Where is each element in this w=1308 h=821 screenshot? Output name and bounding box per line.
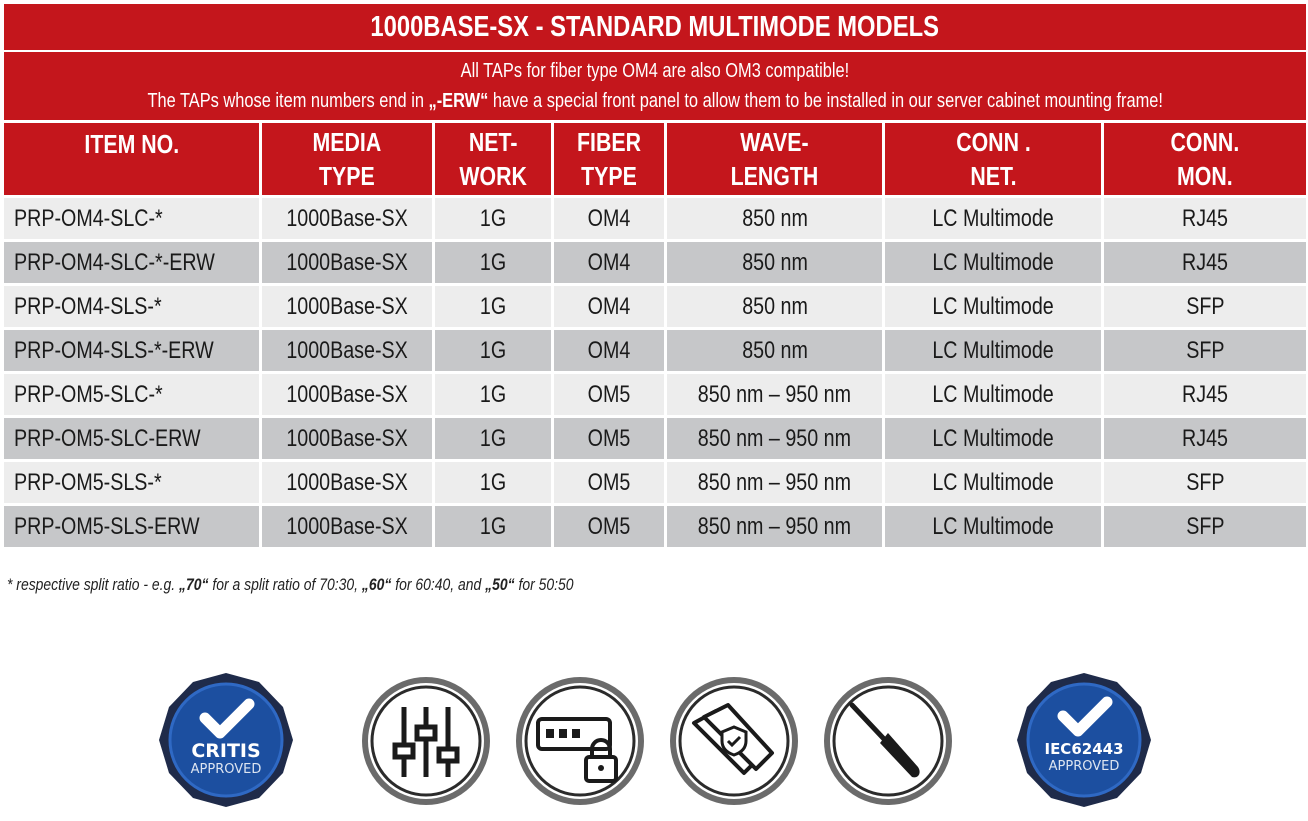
footnote (7, 575, 698, 595)
table-cell (435, 374, 550, 415)
column-header (4, 123, 259, 195)
footnote-bold-3: „50“ (485, 575, 515, 594)
table-row (4, 374, 1306, 415)
table-cell (4, 418, 259, 459)
table-cell (554, 286, 665, 327)
cell-text: 850 nm – 950 nm (698, 380, 852, 408)
table-cell (554, 374, 665, 415)
table-cell (667, 374, 882, 415)
cell-text: OM4 (587, 248, 631, 276)
column-header (262, 123, 432, 195)
table-cell (4, 506, 259, 547)
cell-text: SFP (1185, 512, 1225, 540)
table-cell (4, 374, 259, 415)
table-cell (667, 286, 882, 327)
table-cell (4, 330, 259, 371)
table-cell (262, 462, 432, 503)
table-cell (262, 198, 432, 239)
column-header (554, 123, 665, 195)
table-cell (667, 506, 882, 547)
notice-box (4, 50, 1306, 120)
column-header-line: NET. (969, 161, 1017, 191)
table-cell (4, 462, 259, 503)
table-header-row (4, 123, 1306, 195)
cell-text: 1000Base-SX (286, 292, 408, 320)
cell-text: 850 nm – 950 nm (698, 468, 852, 496)
cell-text: 1G (479, 380, 507, 408)
table-row (4, 462, 1306, 503)
table-cell (262, 506, 432, 547)
cell-text: RJ45 (1181, 380, 1228, 408)
table-cell (4, 198, 259, 239)
title-part-2: STANDARD MULTIMODE MODELS (550, 10, 940, 43)
table-cell (262, 330, 432, 371)
cell-text: 850 nm – 950 nm (698, 512, 852, 540)
column-header (885, 123, 1101, 195)
critis-badge-icon (156, 670, 296, 810)
title-part-1: 1000BASE-SX - (370, 10, 551, 43)
cell-text: LC Multimode (932, 292, 1054, 320)
cell-text: 1000Base-SX (286, 512, 408, 540)
cell-text: PRP-OM5-SLS-* (14, 468, 162, 496)
critis-badge-line1: CRITIS (191, 740, 261, 762)
table-cell (1104, 374, 1306, 415)
table-cell (554, 506, 665, 547)
column-header-line: TYPE (581, 161, 637, 191)
notice-line-2 (147, 86, 1163, 116)
table-cell (554, 198, 665, 239)
cell-text: RJ45 (1181, 424, 1228, 452)
table-cell (885, 330, 1101, 371)
table-cell (4, 242, 259, 283)
column-header-line: TYPE (319, 161, 375, 191)
cell-text: 1G (479, 468, 507, 496)
table-cell (885, 374, 1101, 415)
table-cell (1104, 242, 1306, 283)
cell-text: LC Multimode (932, 248, 1054, 276)
models-table-section (4, 4, 1306, 550)
table-cell (435, 330, 550, 371)
cell-text: LC Multimode (932, 468, 1054, 496)
table-cell (667, 242, 882, 283)
table-cell (1104, 286, 1306, 327)
table-cell (262, 374, 432, 415)
cell-text: OM5 (587, 424, 631, 452)
cell-text: OM5 (587, 468, 631, 496)
cell-text: PRP-OM4-SLC-*-ERW (14, 248, 215, 276)
column-header-line: CONN . (955, 127, 1031, 157)
cell-text: SFP (1185, 468, 1225, 496)
table-cell (262, 286, 432, 327)
cell-text: 1G (479, 204, 507, 232)
cell-text: 1000Base-SX (286, 380, 408, 408)
table-cell (262, 242, 432, 283)
footnote-text-4: for 50:50 (514, 575, 574, 594)
table-cell (435, 286, 550, 327)
table-cell (1104, 198, 1306, 239)
cell-text: SFP (1185, 292, 1225, 320)
sliders-icon (360, 675, 492, 807)
column-header-line: ITEM NO. (84, 129, 179, 159)
table-row (4, 506, 1306, 547)
feature-icons-row (0, 665, 1308, 815)
notice-line-2-pre: The TAPs whose item numbers end in (147, 90, 429, 112)
keypad-lock-icon (514, 675, 646, 807)
cell-text: 1000Base-SX (286, 468, 408, 496)
notice-line-2-post: have a special front panel to allow them to be installed in our server cabinet mounting frame! (488, 90, 1163, 112)
table-cell (667, 198, 882, 239)
column-header-line: WAVE- (740, 127, 809, 157)
table-title (4, 4, 1306, 50)
cell-text: RJ45 (1181, 204, 1228, 232)
column-header-line: CONN. (1170, 127, 1240, 157)
column-header (1104, 123, 1306, 195)
cell-text: SFP (1185, 336, 1225, 364)
column-header-line: NET- (468, 127, 518, 157)
footnote-text-1: * respective split ratio - e.g. (7, 575, 180, 594)
cell-text: OM5 (587, 380, 631, 408)
cell-text: OM4 (587, 292, 631, 320)
critis-badge-line2: APPROVED (190, 762, 262, 777)
table-cell (435, 462, 550, 503)
column-header-line: MON. (1177, 161, 1233, 191)
cell-text: OM4 (587, 336, 631, 364)
table-cell (885, 462, 1101, 503)
table-cell (885, 242, 1101, 283)
table-cell (885, 286, 1101, 327)
table-cell (885, 506, 1101, 547)
cell-text: 1G (479, 512, 507, 540)
cell-text: 850 nm (741, 336, 808, 364)
table-cell (667, 462, 882, 503)
column-header-line: MEDIA (312, 127, 382, 157)
cell-text: 1000Base-SX (286, 248, 408, 276)
cell-text: PRP-OM5-SLC-ERW (14, 424, 201, 452)
cell-text: PRP-OM4-SLC-* (14, 204, 163, 232)
table-cell (1104, 418, 1306, 459)
shield-tags-icon (668, 675, 800, 807)
table-cell (554, 462, 665, 503)
cell-text: 1G (479, 424, 507, 452)
cell-text: LC Multimode (932, 336, 1054, 364)
table-row (4, 330, 1306, 371)
footnote-text-3: for 60:40, and (391, 575, 486, 594)
table-cell (262, 418, 432, 459)
table-cell (4, 286, 259, 327)
footnote-bold-2: „60“ (361, 575, 392, 594)
table-cell (1104, 506, 1306, 547)
cell-text: 1000Base-SX (286, 424, 408, 452)
cell-text: 850 nm (741, 248, 808, 276)
cell-text: PRP-OM5-SLC-* (14, 380, 163, 408)
table-cell (667, 330, 882, 371)
iec-badge-line1: IEC62443 (1044, 740, 1124, 758)
table-row (4, 418, 1306, 459)
table-cell (885, 198, 1101, 239)
cell-text: LC Multimode (932, 424, 1054, 452)
table-cell (554, 418, 665, 459)
table-cell (1104, 462, 1306, 503)
iec-badge-line2: APPROVED (1048, 759, 1120, 774)
table-cell (1104, 330, 1306, 371)
table-cell (885, 418, 1101, 459)
cell-text: RJ45 (1181, 248, 1228, 276)
column-header-line: FIBER (576, 127, 641, 157)
cell-text: 850 nm (741, 292, 808, 320)
models-table (1, 120, 1308, 550)
column-header-line: LENGTH (730, 161, 819, 191)
table-cell (554, 242, 665, 283)
cell-text: PRP-OM4-SLS-*-ERW (14, 336, 214, 364)
cell-text: PRP-OM4-SLS-* (14, 292, 162, 320)
notice-line-1: All TAPs for fiber type OM4 are also OM3 compatible! (460, 60, 850, 82)
table-cell (435, 418, 550, 459)
iec62443-badge-icon (1014, 670, 1154, 810)
notice-line-2-bold: „-ERW“ (428, 90, 489, 112)
table-row (4, 286, 1306, 327)
cell-text: 1000Base-SX (286, 336, 408, 364)
cell-text: PRP-OM5-SLS-ERW (14, 512, 200, 540)
table-body (4, 198, 1306, 547)
cell-text: OM5 (587, 512, 631, 540)
cell-text: 1G (479, 292, 507, 320)
table-cell (554, 330, 665, 371)
screwdriver-icon (822, 675, 954, 807)
table-cell (435, 242, 550, 283)
table-cell (435, 506, 550, 547)
cell-text: 1000Base-SX (286, 204, 408, 232)
cell-text: LC Multimode (932, 204, 1054, 232)
cell-text: LC Multimode (932, 380, 1054, 408)
table-cell (435, 198, 550, 239)
column-header (667, 123, 882, 195)
footnote-text-2: for a split ratio of 70:30, (208, 575, 362, 594)
table-row (4, 242, 1306, 283)
cell-text: LC Multimode (932, 512, 1054, 540)
cell-text: OM4 (587, 204, 631, 232)
cell-text: 850 nm (741, 204, 808, 232)
column-header-line: WORK (459, 161, 527, 191)
cell-text: 1G (479, 248, 507, 276)
table-row (4, 198, 1306, 239)
cell-text: 1G (479, 336, 507, 364)
footnote-bold-1: „70“ (179, 575, 209, 594)
column-header (435, 123, 550, 195)
cell-text: 850 nm – 950 nm (698, 424, 852, 452)
table-cell (667, 418, 882, 459)
